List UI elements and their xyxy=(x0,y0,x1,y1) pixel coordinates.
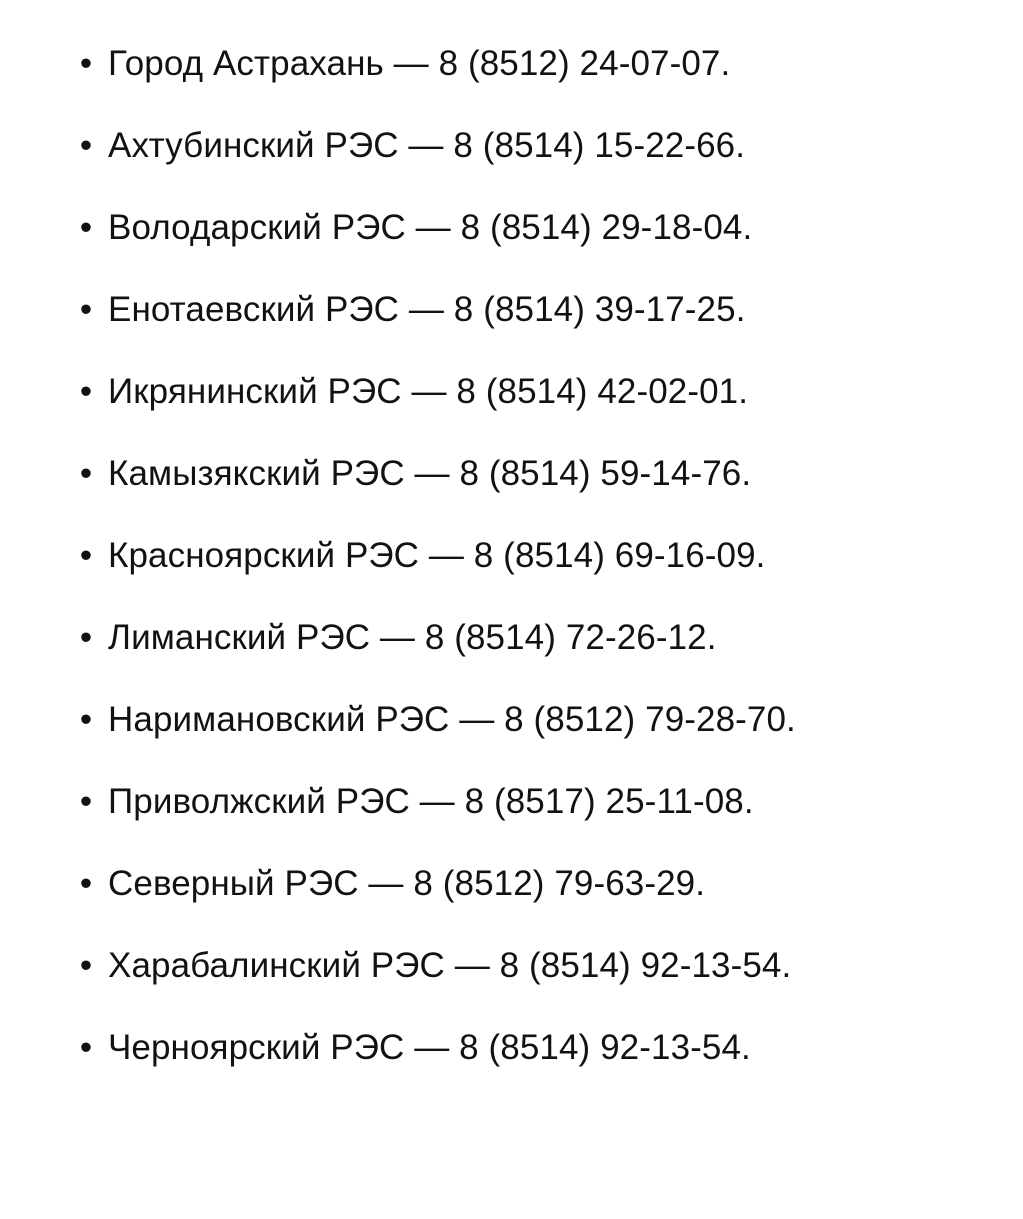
list-item xyxy=(30,456,993,491)
list-item xyxy=(30,866,993,901)
list-item-text: Город Астрахань — 8 (8512) 24-07-07. xyxy=(108,44,731,83)
list-item-text: Приволжский РЭС — 8 (8517) 25-11-08. xyxy=(108,782,754,821)
list-item-text: Икрянинский РЭС — 8 (8514) 42-02-01. xyxy=(108,372,749,411)
list-item xyxy=(30,702,993,737)
contact-list xyxy=(30,46,993,1065)
list-item-text: Харабалинский РЭС — 8 (8514) 92-13-54. xyxy=(108,946,792,985)
list-item xyxy=(30,538,993,573)
list-item xyxy=(30,948,993,983)
list-item xyxy=(30,46,993,81)
list-item xyxy=(30,620,993,655)
list-item-text: Красноярский РЭС — 8 (8514) 69-16-09. xyxy=(108,536,766,575)
bullet-icon: • xyxy=(79,44,93,83)
list-item-text: Северный РЭС — 8 (8512) 79-63-29. xyxy=(108,864,706,903)
list-item xyxy=(30,210,993,245)
list-item-text: Ахтубинский РЭС — 8 (8514) 15-22-66. xyxy=(108,126,746,165)
bullet-icon: • xyxy=(79,126,93,165)
list-item xyxy=(30,784,993,819)
list-item xyxy=(30,374,993,409)
list-item-text: Лиманский РЭС — 8 (8514) 72-26-12. xyxy=(108,618,717,657)
bullet-icon: • xyxy=(79,700,93,739)
list-item-text: Енотаевский РЭС — 8 (8514) 39-17-25. xyxy=(108,290,746,329)
bullet-icon: • xyxy=(79,372,93,411)
list-item-text: Камызякский РЭС — 8 (8514) 59-14-76. xyxy=(108,454,752,493)
bullet-icon: • xyxy=(79,208,93,247)
bullet-icon: • xyxy=(79,946,93,985)
bullet-icon: • xyxy=(79,864,93,903)
list-item-text: Черноярский РЭС — 8 (8514) 92-13-54. xyxy=(108,1028,751,1067)
bullet-icon: • xyxy=(79,618,93,657)
list-item xyxy=(30,1030,993,1065)
bullet-icon: • xyxy=(79,782,93,821)
bullet-icon: • xyxy=(79,454,93,493)
bullet-icon: • xyxy=(79,1028,93,1067)
list-item-text: Наримановский РЭС — 8 (8512) 79-28-70. xyxy=(108,700,796,739)
list-item xyxy=(30,292,993,327)
list-item-text: Володарский РЭС — 8 (8514) 29-18-04. xyxy=(108,208,753,247)
bullet-icon: • xyxy=(79,536,93,575)
bullet-icon: • xyxy=(79,290,93,329)
list-item xyxy=(30,128,993,163)
